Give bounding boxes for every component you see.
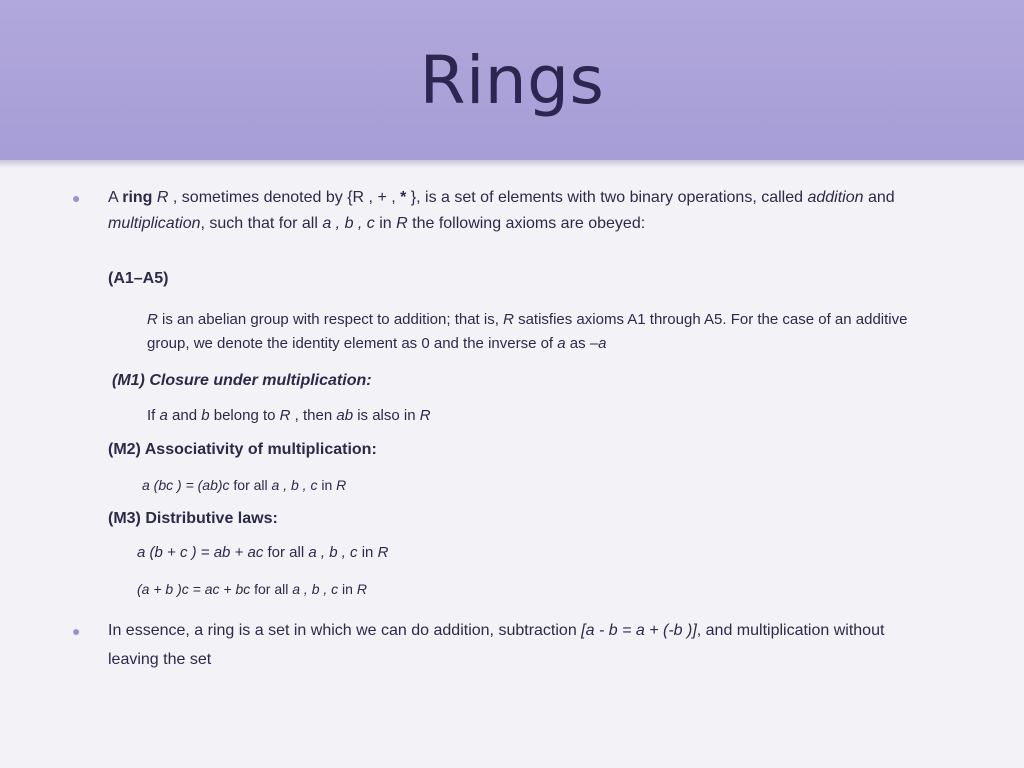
- var-r: R: [152, 189, 169, 206]
- var-a: a: [159, 407, 168, 424]
- text: belong to: [209, 407, 280, 424]
- title-banner-shadow: [0, 160, 1024, 168]
- text: If: [147, 407, 160, 424]
- text: for all: [229, 477, 272, 493]
- m2-heading: (M2) Associativity of multiplication:: [108, 441, 377, 458]
- operator-star: *: [400, 189, 407, 206]
- text: is an abelian group with respect to addition; that is,: [157, 311, 504, 328]
- a1a5-heading: (A1–A5): [108, 270, 169, 287]
- text: satisfies axioms A1 through A5. For the case of an additive: [513, 311, 908, 328]
- text: In essence, a ring is a set in which we can do addition, subtraction: [108, 622, 582, 639]
- m1-line1: [147, 406, 431, 426]
- a1a5-line1: [147, 310, 907, 330]
- text: , sometimes denoted by {R , + ,: [168, 189, 401, 206]
- term-ring: ring: [122, 189, 153, 206]
- text: is also in: [353, 407, 420, 424]
- var-r: R: [396, 215, 408, 232]
- var-r: R: [503, 311, 514, 328]
- text: and: [167, 407, 202, 424]
- term-multiplication: multiplication: [108, 215, 201, 232]
- text: as: [565, 335, 590, 352]
- term-addition: addition: [807, 189, 864, 206]
- var-ab: ab: [336, 407, 354, 424]
- bullet1-line1: [108, 188, 895, 208]
- text: }, is a set of elements with two binary operations, called: [406, 189, 808, 206]
- bullet-dot-icon: ●: [72, 190, 81, 206]
- m3-line2: [137, 579, 367, 599]
- a1a5-line2: [147, 334, 607, 354]
- m3-line1: [137, 543, 388, 563]
- vars: a , b , c: [271, 477, 318, 493]
- var-r: R: [377, 544, 389, 561]
- vars: a , b , c: [292, 581, 339, 597]
- m1-heading: (M1) Closure under multiplication:: [112, 372, 372, 389]
- formula: [a - b = a + (-b )]: [581, 622, 697, 639]
- text: in: [374, 215, 397, 232]
- m2-line1: [142, 475, 346, 495]
- text: and: [863, 189, 895, 206]
- text: in: [317, 477, 337, 493]
- bullet2-line2: leaving the set: [108, 651, 212, 668]
- text: A: [108, 189, 123, 206]
- text: in: [357, 544, 378, 561]
- bullet1-line2: [108, 214, 645, 234]
- bullet2-line1: [108, 621, 884, 641]
- bullet-dot-icon: ●: [72, 623, 81, 639]
- text: in: [338, 581, 357, 597]
- var-r: R: [419, 407, 431, 424]
- text: , such that for all: [200, 215, 323, 232]
- var-r: R: [147, 311, 158, 328]
- var-b: b: [201, 407, 210, 424]
- text: , then: [290, 407, 337, 424]
- var-r: R: [336, 477, 347, 493]
- var-a: a: [557, 335, 566, 352]
- var-r: R: [279, 407, 291, 424]
- formula: a (b + c ) = ab + ac: [137, 544, 264, 561]
- formula: (a + b )c = ac + bc: [137, 581, 251, 597]
- formula: a (bc ) = (ab)c: [142, 477, 230, 493]
- text: the following axioms are obeyed:: [407, 215, 646, 232]
- vars: a , b , c: [308, 544, 358, 561]
- text: group, we denote the identity element as 0 and the inverse of: [147, 335, 558, 352]
- m3-heading: (M3) Distributive laws:: [108, 510, 278, 527]
- var-r: R: [356, 581, 367, 597]
- var-neg-a: –a: [589, 335, 607, 352]
- text: for all: [263, 544, 309, 561]
- slide-title: Rings: [419, 42, 605, 119]
- vars: a , b , c: [322, 215, 375, 232]
- text: for all: [250, 581, 293, 597]
- text: , and multiplication without: [696, 622, 885, 639]
